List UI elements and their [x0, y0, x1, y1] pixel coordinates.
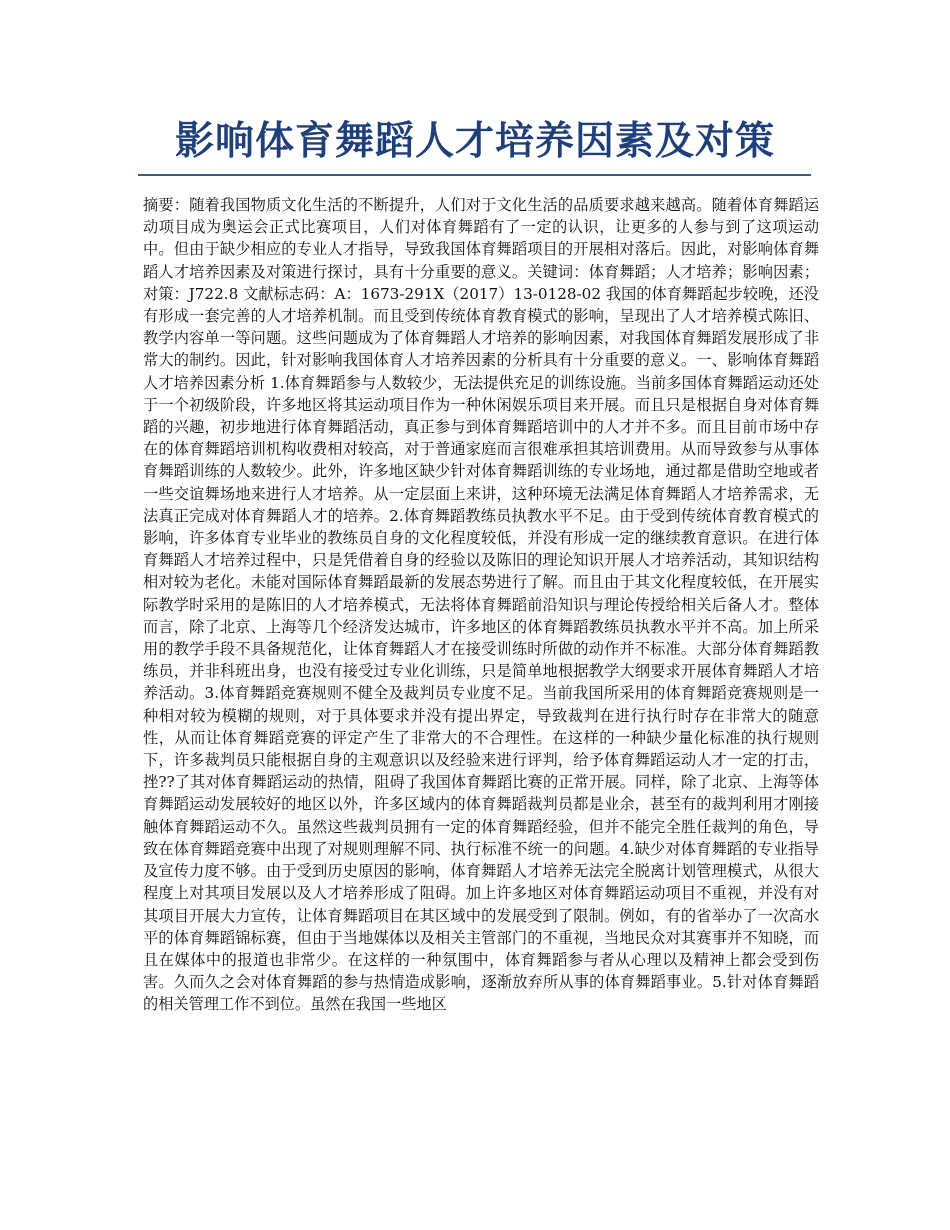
- title-divider: [138, 174, 811, 176]
- document-title: 影响体育舞蹈人才培养因素及对策: [174, 119, 775, 164]
- document-body: 摘要：随着我国物质文化生活的不断提升，人们对于文化生活的品质要求越来越高。随着体育舞蹈运动项目成为奥运会正式比赛项目，人们对体育舞蹈有了一定的认识，让更多的人参与到了这项运动中。但由于缺少相应的专业人才指导，导致我国体育舞蹈项目的开展相对落后。因此，对影响体育舞蹈人才培养因素及对策进行探讨，具有十分重要的意义。关键词：体育舞蹈；人才培养；影响因素；对策：J722.8 文献标志码：A：1673-291X（2017）13-0128-02 我国的体育舞蹈起步较晚，还没有形成一套完善的人才培养机制。而且受到传统体育教育模式的影响，呈现出了人才培养模式陈旧、教学内容单一等问题。这些问题成为了体育舞蹈人才培养的影响因素，对我国体育舞蹈发展形成了非常大的制约。因此，针对影响我国体育人才培养因素的分析具有十分重要的意义。一、影响体育舞蹈人才培养因素分析 1.体育舞蹈参与人数较少，无法提供充足的训练设施。当前多国体育舞蹈运动还处于一个初级阶段，许多地区将其运动项目作为一种休闲娱乐项目来开展。而且只是根据自身对体育舞蹈的兴趣，初步地进行体育舞蹈活动，真正参与到体育舞蹈培训中的人才并不多。而且目前市场中存在的体育舞蹈培训机构收费相对较高，对于普通家庭而言很难承担其培训费用。从而导致参与从事体育舞蹈训练的人数较少。此外，许多地区缺少针对体育舞蹈训练的专业场地，通过都是借助空地或者一些交谊舞场地来进行人才培养。从一定层面上来讲，这种环境无法满足体育舞蹈人才培养需求，无法真正完成对体育舞蹈人才的培养。2.体育舞蹈教练员执教水平不足。由于受到传统体育教育模式的影响，许多体育专业毕业的教练员自身的文化程度较低，并没有形成一定的继续教育意识。在进行体育舞蹈人才培养过程中，只是凭借着自身的经验以及陈旧的理论知识开展人才培养活动，其知识结构相对较为老化。未能对国际体育舞蹈最新的发展态势进行了解。而且由于其文化程度较低，在开展实际教学时采用的是陈旧的人才培养模式，无法将体育舞蹈前沿知识与理论传授给相关后备人才。整体而言，除了北京、上海等几个经济发达城市，许多地区的体育舞蹈教练员执教水平并不高。加上所采用的教学手段不具备规范化，让体育舞蹈人才在接受训练时所做的动作并不标准。大部分体育舞蹈教练员，并非科班出身，也没有接受过专业化训练，只是简单地根据教学大纲要求开展体育舞蹈人才培养活动。3.体育舞蹈竞赛规则不健全及裁判员专业度不足。当前我国所采用的体育舞蹈竞赛规则是一种相对较为模糊的规则，对于具体要求并没有提出界定，导致裁判在进行执行时存在非常大的随意性，从而让体育舞蹈竞赛的评定产生了非常大的不合理性。在这样的一种缺少量化标准的执行规则下，许多裁判员只能根据自身的主观意识以及经验来进行评判，给予体育舞蹈运动人才一定的打击，挫??了其对体育舞蹈运动的热情，阻碍了我国体育舞蹈比赛的正常开展。同样，除了北京、上海等体育舞蹈运动发展较好的地区以外，许多区域内的体育舞蹈裁判员都是业余，甚至有的裁判利用才刚接触体育舞蹈运动不久。虽然这些裁判员拥有一定的体育舞蹈经验，但并不能完全胜任裁判的角色，导致在体育舞蹈竞赛中出现了对规则理解不同、执行标准不统一的问题。4.缺少对体育舞蹈的专业指导及宣传力度不够。由于受到历史原因的影响，体育舞蹈人才培养无法完全脱离计划管理模式，从很大程度上对其项目发展以及人才培养形成了阻碍。加上许多地区对体育舞蹈运动项目不重视，并没有对其项目开展大力宣传，让体育舞蹈项目在其区域中的发展受到了限制。例如，有的省举办了一次高水平的体育舞蹈锦标赛，但由于当地媒体以及相关主管部门的不重视，当地民众对其赛事并不知晓，而且在媒体中的报道也非常少。在这样的一种氛围中，体育舞蹈参与者从心理以及精神上都会受到伤害。久而久之会对体育舞蹈的参与热情造成影响，逐渐放弃所从事的体育舞蹈事业。5.针对体育舞蹈的相关管理工作不到位。虽然在我国一些地区: [143, 196, 819, 1014]
